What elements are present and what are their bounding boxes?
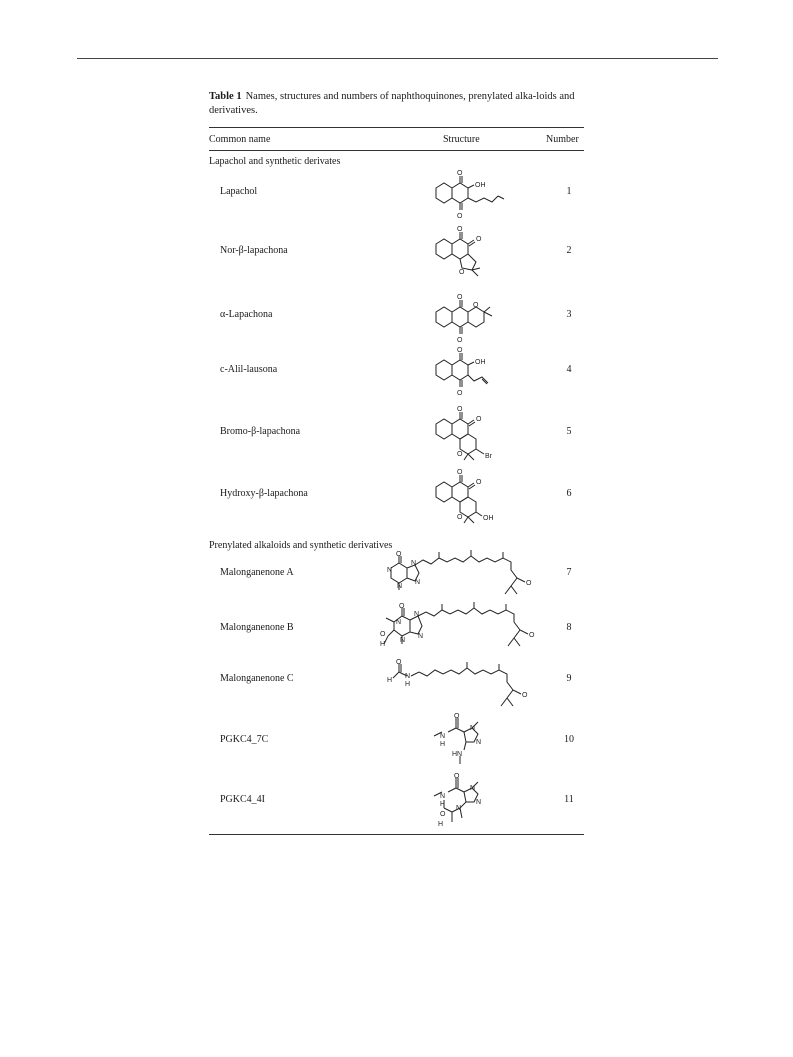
table-row-name: Malonganenone A <box>220 567 294 578</box>
svg-text:O: O <box>473 302 479 309</box>
table-row-number: 9 <box>566 673 572 684</box>
structure-malonganenone-b <box>378 602 548 662</box>
table-row-number: 7 <box>566 567 572 578</box>
svg-text:H: H <box>405 681 411 688</box>
svg-text:N: N <box>418 633 424 640</box>
structure-pgkc4-7c <box>430 708 500 770</box>
svg-text:O: O <box>454 713 460 720</box>
svg-text:N: N <box>470 785 476 792</box>
svg-text:O: O <box>526 580 532 587</box>
table-row-name: α-Lapachona <box>220 309 273 320</box>
svg-text:OH: OH <box>475 359 486 366</box>
svg-text:N: N <box>414 611 420 618</box>
svg-text:Br: Br <box>485 453 492 460</box>
table-row-number: 1 <box>566 186 572 197</box>
table-top-rule <box>209 127 584 128</box>
column-header-number: Number <box>546 134 579 145</box>
svg-text:O: O <box>457 337 463 344</box>
page-header-rule <box>77 58 718 59</box>
svg-text:N: N <box>476 799 482 806</box>
svg-text:N: N <box>470 725 476 732</box>
svg-text:O: O <box>457 347 463 354</box>
table-row-name: PGKC4_7C <box>220 734 269 745</box>
structure-pgkc4-4i <box>430 768 500 832</box>
structure-malonganenone-a <box>385 552 545 608</box>
table-row-number: 10 <box>564 734 574 745</box>
table-row-name: Nor-β-lapachona <box>220 245 288 256</box>
svg-text:N: N <box>440 733 446 740</box>
svg-text:N: N <box>476 739 482 746</box>
svg-text:N: N <box>440 793 446 800</box>
svg-text:HN: HN <box>452 751 463 758</box>
svg-text:N: N <box>456 805 462 812</box>
structure-bromo-beta-lapachona <box>432 402 522 464</box>
table-row-number: 6 <box>566 488 572 499</box>
svg-text:O: O <box>476 236 482 243</box>
svg-text:O: O <box>457 514 463 521</box>
table-bottom-rule <box>209 834 584 835</box>
table-row-name: Bromo-β-lapachona <box>220 426 301 437</box>
table-row-number: 3 <box>566 309 572 320</box>
structure-malonganenone-c <box>385 656 545 712</box>
table-caption-text: Names, structures and numbers of naphthoquinones, prenylated alka-loids and derivatives. <box>209 91 575 116</box>
table-row-number: 11 <box>564 794 574 805</box>
column-header-structure: Structure <box>443 134 480 145</box>
svg-text:N: N <box>397 583 403 590</box>
svg-text:N: N <box>396 619 402 626</box>
svg-text:N: N <box>387 567 393 574</box>
svg-text:O: O <box>457 406 463 413</box>
table-row-number: 2 <box>566 245 572 256</box>
table-row-number: 5 <box>566 426 572 437</box>
svg-text:O: O <box>476 416 482 423</box>
table-row-name: Malonganenone C <box>220 673 294 684</box>
table-row-name: PGKC4_4I <box>220 794 266 805</box>
table-row-number: 4 <box>566 364 572 375</box>
svg-text:O: O <box>457 451 463 458</box>
svg-text:O: O <box>396 659 402 666</box>
section-title-lapachol: Lapachol and synthetic derivates <box>209 156 341 167</box>
structure-hydroxy-beta-lapachona <box>432 465 522 527</box>
svg-text:O: O <box>459 269 465 276</box>
structure-c-alil-lausona <box>432 345 522 401</box>
structure-lapachol <box>432 168 522 220</box>
svg-text:O: O <box>476 479 482 486</box>
table-row-number: 8 <box>566 622 572 633</box>
svg-text:O: O <box>399 603 405 610</box>
svg-text:O: O <box>440 811 446 818</box>
svg-text:H: H <box>380 641 386 648</box>
svg-text:O: O <box>380 631 386 638</box>
svg-text:OH: OH <box>475 182 486 189</box>
svg-text:N: N <box>405 673 411 680</box>
structure-nor-beta-lapachona <box>432 222 522 284</box>
svg-text:O: O <box>454 773 460 780</box>
svg-text:O: O <box>457 390 463 397</box>
svg-text:H: H <box>438 821 444 828</box>
table-row-name: Lapachol <box>220 186 258 197</box>
section-title-prenylated-alkaloids: Prenylated alkaloids and synthetic derivatives <box>209 540 393 551</box>
svg-text:OH: OH <box>483 515 494 522</box>
svg-text:N: N <box>400 637 406 644</box>
svg-text:O: O <box>457 226 463 233</box>
svg-text:O: O <box>522 692 528 699</box>
svg-text:H: H <box>387 677 393 684</box>
svg-text:H: H <box>440 801 446 808</box>
svg-text:O: O <box>396 551 402 558</box>
table-header-rule <box>209 150 584 151</box>
table-caption <box>209 90 584 117</box>
svg-text:H: H <box>440 741 446 748</box>
table-caption-label: Table 1 <box>209 91 242 102</box>
svg-text:O: O <box>529 632 535 639</box>
svg-text:O: O <box>457 170 463 177</box>
svg-text:O: O <box>457 469 463 476</box>
svg-text:O: O <box>457 294 463 301</box>
table-row-name: c-Alil-lausona <box>220 364 278 375</box>
svg-text:O: O <box>457 213 463 220</box>
table-row-name: Malonganenone B <box>220 622 294 633</box>
column-header-name: Common name <box>209 134 271 145</box>
svg-text:N: N <box>415 579 421 586</box>
table-row-name: Hydroxy-β-lapachona <box>220 488 308 499</box>
svg-text:N: N <box>411 560 417 567</box>
structure-alpha-lapachona <box>432 290 522 346</box>
